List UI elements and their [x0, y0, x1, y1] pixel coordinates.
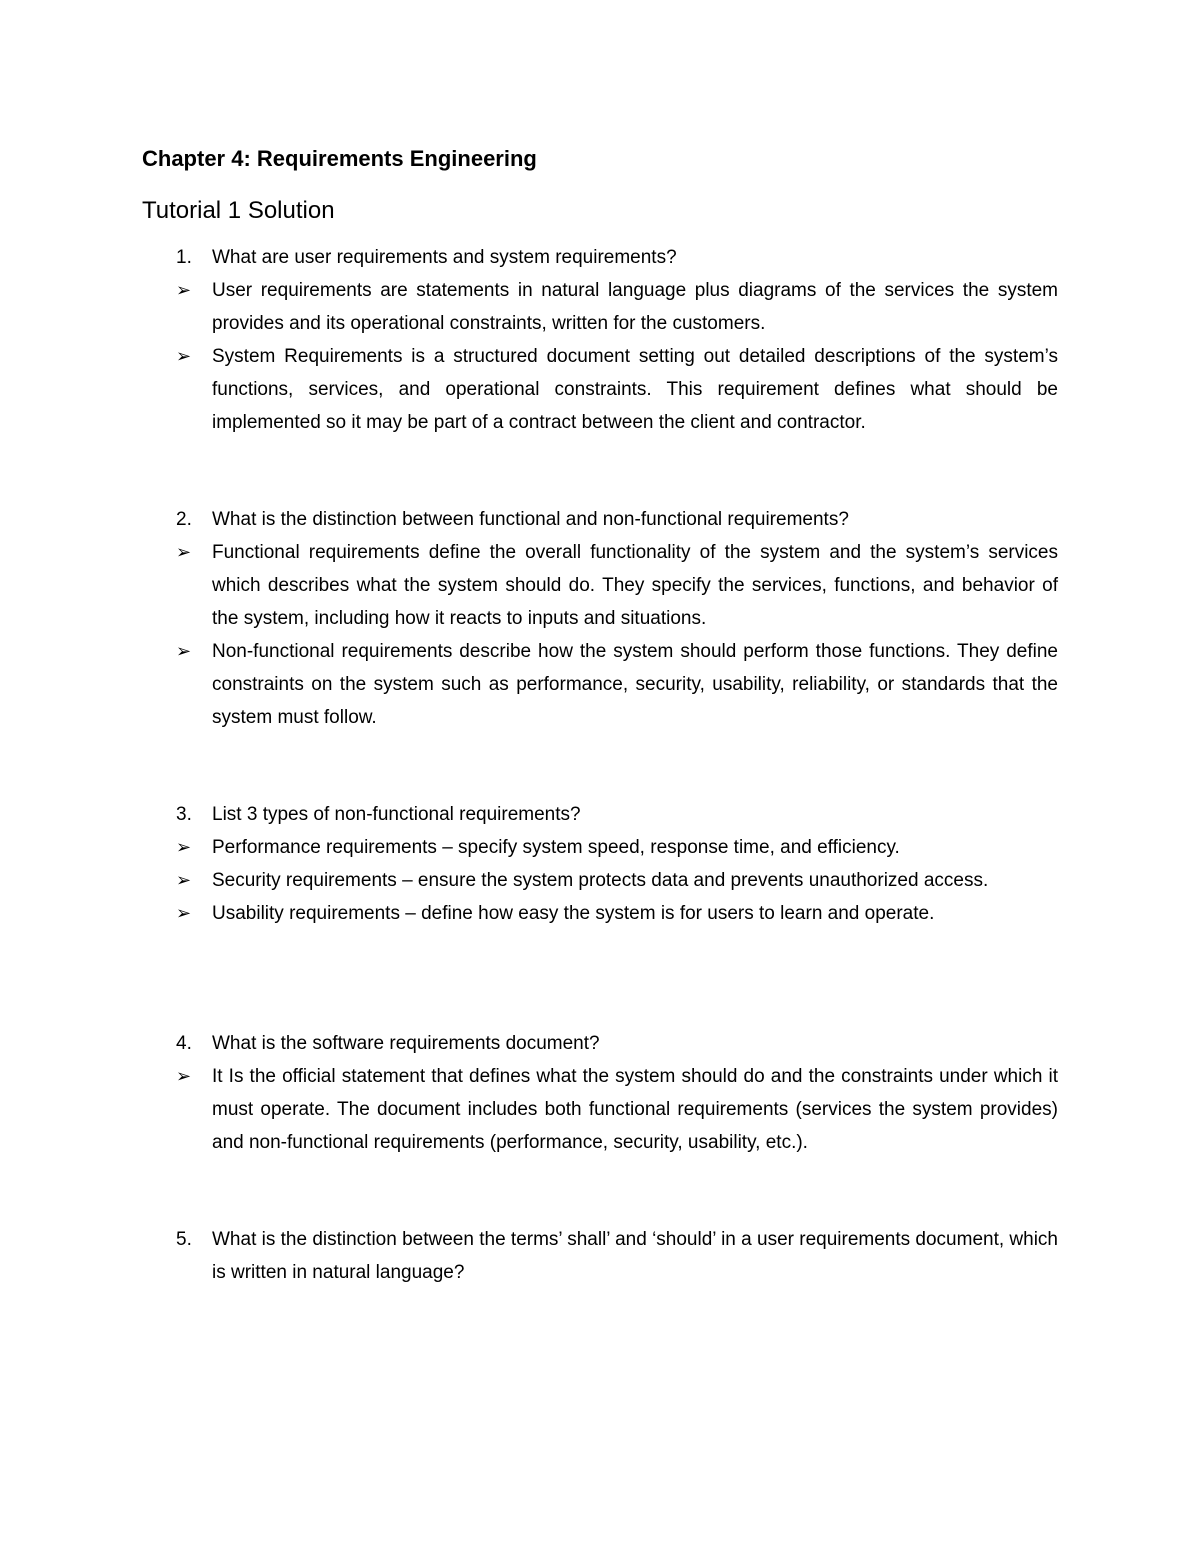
question-text: What is the distinction between the terms’ shall’ and ‘should’ in a user requirements document, which is written in natural language? — [212, 1229, 1058, 1283]
answer-item — [142, 274, 1058, 340]
answer-item — [142, 897, 1058, 930]
arrow-bullet-icon: ➢ — [176, 641, 192, 661]
question-5 — [142, 1223, 1058, 1289]
question-section-3 — [142, 798, 1058, 930]
question-text: What is the software requirements document? — [212, 1033, 600, 1054]
arrow-bullet-icon: ➢ — [176, 346, 192, 366]
question-number: 5. — [176, 1229, 192, 1250]
answer-item — [142, 536, 1058, 635]
document-title: Chapter 4: Requirements Engineering — [142, 146, 537, 171]
question-section-5 — [142, 1223, 1058, 1289]
question-3 — [142, 798, 1058, 831]
arrow-bullet-icon: ➢ — [176, 903, 192, 923]
arrow-bullet-icon: ➢ — [176, 837, 192, 857]
question-number: 1. — [176, 247, 192, 268]
question-number: 2. — [176, 509, 192, 530]
question-text: List 3 types of non-functional requirements? — [212, 804, 581, 825]
question-4 — [142, 1027, 1058, 1060]
answer-text: Non-functional requirements describe how the system should perform those functions. They define constraints on the system such as performance, security, usability, reliability, or standards that the system must follow. — [212, 641, 1058, 728]
question-text: What is the distinction between functional and non-functional requirements? — [212, 509, 849, 530]
arrow-bullet-icon: ➢ — [176, 280, 192, 300]
answer-item — [142, 864, 1058, 897]
question-number: 3. — [176, 804, 192, 825]
answer-text: Functional requirements define the overall functionality of the system and the system’s services which describes what the system should do. They specify the services, functions, and behavior of the system, including how it reacts to inputs and situations. — [212, 542, 1058, 629]
answer-item — [142, 635, 1058, 734]
arrow-bullet-icon: ➢ — [176, 870, 192, 890]
spacer — [142, 734, 1058, 798]
question-section-1 — [142, 241, 1058, 439]
question-1 — [142, 241, 1058, 274]
answer-text: User requirements are statements in natural language plus diagrams of the services the system provides and its operational constraints, written for the customers. — [212, 280, 1058, 334]
document-content — [142, 143, 1058, 1289]
arrow-bullet-icon: ➢ — [176, 542, 192, 562]
answer-item — [142, 831, 1058, 864]
spacer — [142, 1159, 1058, 1223]
question-section-2 — [142, 503, 1058, 734]
document-subtitle: Tutorial 1 Solution — [142, 197, 335, 224]
question-section-4 — [142, 1027, 1058, 1159]
question-number: 4. — [176, 1033, 192, 1054]
question-2 — [142, 503, 1058, 536]
answer-text: Usability requirements – define how easy the system is for users to learn and operate. — [212, 903, 935, 924]
spacer — [142, 439, 1058, 503]
answer-item — [142, 1060, 1058, 1159]
answer-text: Performance requirements – specify system speed, response time, and efficiency. — [212, 837, 900, 858]
arrow-bullet-icon: ➢ — [176, 1066, 192, 1086]
answer-item — [142, 340, 1058, 439]
spacer — [142, 930, 1058, 1027]
question-text: What are user requirements and system requirements? — [212, 247, 677, 268]
answer-text: It Is the official statement that defines what the system should do and the constraints under which it must operate. The document includes both functional requirements (services the system provides) and non-functional requirements (performance, security, usability, etc.). — [212, 1066, 1058, 1153]
answer-text: System Requirements is a structured document setting out detailed descriptions of the system’s functions, services, and operational constraints. This requirement defines what should be implemented so it may be part of a contract between the client and contractor. — [212, 346, 1058, 433]
answer-text: Security requirements – ensure the system protects data and prevents unauthorized access. — [212, 870, 989, 891]
